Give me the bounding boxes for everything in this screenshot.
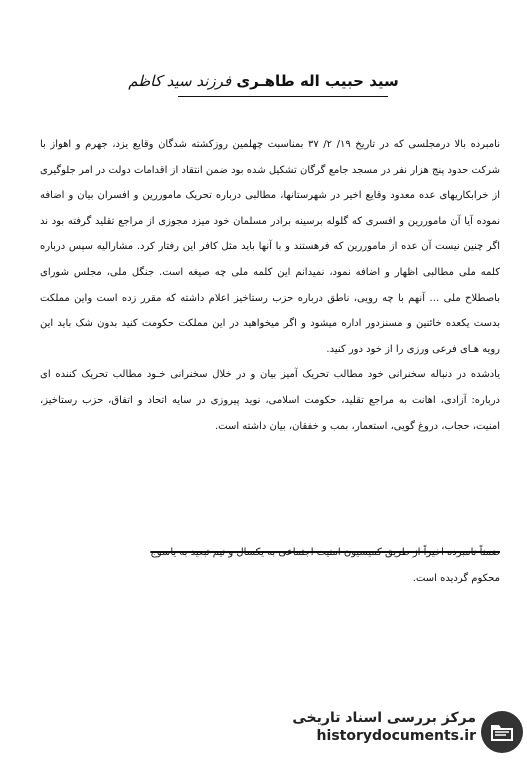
title-underline [178, 96, 388, 97]
struck-line-2: محکوم گردیده است. [412, 572, 500, 584]
paragraph-2: یادشده در دنباله سخنرانی خود مطالب تحریک آمیز بیان و در خلال سخنرانی خـود مطالب تحریک کننده ای درباره: آزادی، اهانت به مراجع تقلید، حکومت اسلامی، نوید پیروزی در سایه اتحاد و اتفاق، حزب رستاخیز، امنیت، حجاب، دروغ گویی، استعمار، بمب و خفقان، بیان داشته است. [40, 369, 500, 432]
footer-text [292, 710, 476, 744]
struck-note [40, 540, 500, 591]
title-typed: سید حبیب اله طاهـری [236, 72, 399, 90]
archive-folder-icon [480, 710, 524, 754]
paragraph-1: نامبرده بالا درمجلسی که در تاریخ ۱۹/ ۲/ ۳۷ بمناسبت چهلمین روزکشته شدگان وقایع یزد، جهرم و اهواز با شرکت حدود پنج هزار نفر در مسجد جامع گرگان تشکیل شده بود ضمن انتقاد از اقدامات دولت در امر جلوگیری از خرابکاریهای عده معدود وقایع اخیر در شهرستانها، مطالبی درباره تحریک ماموررین و افسران بیان و اضافه نموده آیا آن ماموررین و افسری که گلوله برسینه برادر مسلمان خود میزد مجوزی از مراجع تقلید گرفته بود ند اگر چنین نیست آن عده از ماموررین که فرهستند و با آنها باید مثل کافر این رفتار کرد. مشارالیه سپس درباره کلمه ملی مطالبی اظهار و اضافه نمود، نمیدانم این کلمه ملی چه صیغه است. جنگل ملی، مجلس شورای باصطلاح ملی … آنهم با چه رویی، ناطق درباره حزب رستاخیز اعلام داشته که مقرر زده است واین مملکت بدست یکعده خائنین و مسنزدور اداره میشود و اگر میخواهید در این مملکت حکومت کنید بدون شک باید این رویه هـای فرعی ورزی را از خود دور کنید. [40, 139, 500, 355]
struck-line-1: ضمناً نامبرده اخیراً از طریق کمیسیون امنیت اجتماعی به یکسال و نیم تبعید به یاسوج [150, 547, 500, 558]
document-body [40, 132, 500, 439]
footer-url: historydocuments.ir [316, 728, 476, 744]
watermark-footer [245, 706, 527, 768]
document-title [0, 72, 527, 90]
title-handwritten: فرزند سید کاظم [128, 72, 232, 90]
footer-title: مرکز بررسی اسناد تاریخی [292, 710, 476, 726]
